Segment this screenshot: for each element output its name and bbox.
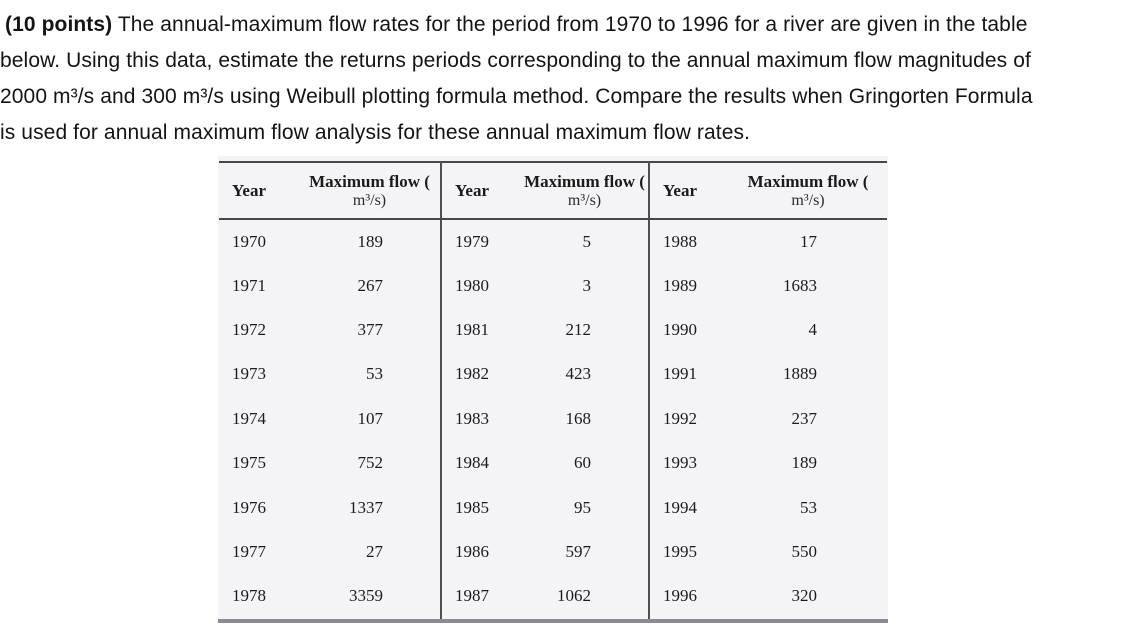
- flow-cell: 212: [521, 308, 649, 352]
- flow-cell: 4: [808, 319, 817, 339]
- flow-cell: 267: [299, 263, 441, 307]
- year-cell: 1975: [232, 453, 266, 473]
- year-header: Year: [441, 162, 521, 219]
- table-row: [219, 530, 887, 574]
- flow-cell: 107: [299, 397, 441, 441]
- year-cell: 1996: [663, 586, 697, 606]
- year-cell: 1987: [455, 586, 489, 606]
- points-label: (10 points): [5, 13, 113, 36]
- max-flow-header: [521, 162, 649, 219]
- year-cell: 1973: [232, 364, 266, 384]
- flow-cell: 377: [299, 308, 441, 352]
- year-cell: 1995: [663, 541, 697, 561]
- flow-table-container: [218, 156, 888, 623]
- flow-table-body: [219, 219, 887, 619]
- year-cell: 1988: [663, 231, 697, 251]
- max-flow-header-units: m³/s): [567, 191, 602, 209]
- max-flow-header-line1: Maximum flow (: [747, 171, 869, 191]
- year-cell: 1980: [455, 275, 489, 295]
- flow-table: [219, 161, 887, 619]
- table-row: [219, 352, 887, 396]
- max-flow-header-units: m³/s): [791, 191, 825, 209]
- flow-cell: 189: [791, 453, 817, 473]
- flow-cell: 1062: [521, 574, 649, 618]
- flow-cell: 1337: [299, 485, 441, 529]
- table-row: [219, 219, 887, 263]
- flow-cell: 550: [791, 541, 817, 561]
- problem-line-3: 2000 m³/s and 300 m³/s using Weibull plotting formula method. Compare the results when Gringorten Formula: [0, 85, 1033, 108]
- table-row: [219, 485, 887, 529]
- year-cell: 1985: [455, 497, 489, 517]
- year-cell: 1979: [455, 231, 489, 251]
- flow-cell: 320: [791, 586, 817, 606]
- year-cell: 1991: [663, 364, 697, 384]
- table-row: [219, 308, 887, 352]
- flow-cell: 168: [521, 397, 649, 441]
- flow-cell: 53: [800, 497, 817, 517]
- flow-cell: 17: [800, 231, 817, 251]
- year-cell: 1993: [663, 453, 697, 473]
- flow-cell: 1889: [783, 364, 817, 384]
- problem-statement: [0, 7, 1147, 151]
- table-row: [219, 263, 887, 307]
- year-header: Year: [649, 162, 729, 219]
- table-row: [219, 397, 887, 441]
- flow-cell: 1683: [783, 275, 817, 295]
- year-cell: 1986: [455, 541, 489, 561]
- max-flow-header: [729, 162, 887, 219]
- flow-cell: 95: [521, 485, 649, 529]
- problem-line-4: is used for annual maximum flow analysis for these annual maximum flow rates.: [0, 121, 751, 144]
- flow-cell: 60: [521, 441, 649, 485]
- max-flow-header-units: m³/s): [352, 191, 387, 209]
- year-cell: 1972: [232, 319, 266, 339]
- year-cell: 1990: [663, 319, 697, 339]
- problem-line-1-text: The annual-maximum flow rates for the period from 1970 to 1996 for a river are given in the table: [112, 13, 1028, 36]
- problem-line-1: [0, 7, 1147, 43]
- table-header-row: [219, 162, 887, 219]
- year-cell: 1974: [232, 408, 266, 428]
- year-header: Year: [219, 162, 299, 219]
- flow-cell: 423: [521, 352, 649, 396]
- year-cell: 1994: [663, 497, 697, 517]
- year-cell: 1981: [455, 319, 489, 339]
- table-row: [219, 441, 887, 485]
- flow-cell: 752: [299, 441, 441, 485]
- table-row: [219, 574, 887, 618]
- flow-cell: 3359: [299, 574, 441, 618]
- year-cell: 1983: [455, 408, 489, 428]
- year-cell: 1977: [232, 541, 266, 561]
- year-cell: 1978: [232, 586, 266, 606]
- max-flow-header: [299, 162, 441, 219]
- flow-cell: 237: [791, 408, 817, 428]
- year-cell: 1982: [455, 364, 489, 384]
- year-cell: 1992: [663, 408, 697, 428]
- flow-cell: 53: [299, 352, 441, 396]
- flow-cell: 27: [299, 530, 441, 574]
- year-cell: 1970: [232, 231, 266, 251]
- year-cell: 1984: [455, 453, 489, 473]
- max-flow-header-line1: Maximum flow (: [309, 171, 430, 191]
- year-cell: 1971: [232, 275, 266, 295]
- year-cell: 1976: [232, 497, 266, 517]
- flow-cell: 3: [521, 263, 649, 307]
- problem-line-2: below. Using this data, estimate the returns periods corresponding to the annual maximum flow magnitudes of: [0, 49, 1031, 72]
- flow-cell: 597: [521, 530, 649, 574]
- flow-cell: 189: [299, 219, 441, 263]
- max-flow-header-line1: Maximum flow (: [524, 171, 645, 191]
- year-cell: 1989: [663, 275, 697, 295]
- flow-cell: 5: [521, 219, 649, 263]
